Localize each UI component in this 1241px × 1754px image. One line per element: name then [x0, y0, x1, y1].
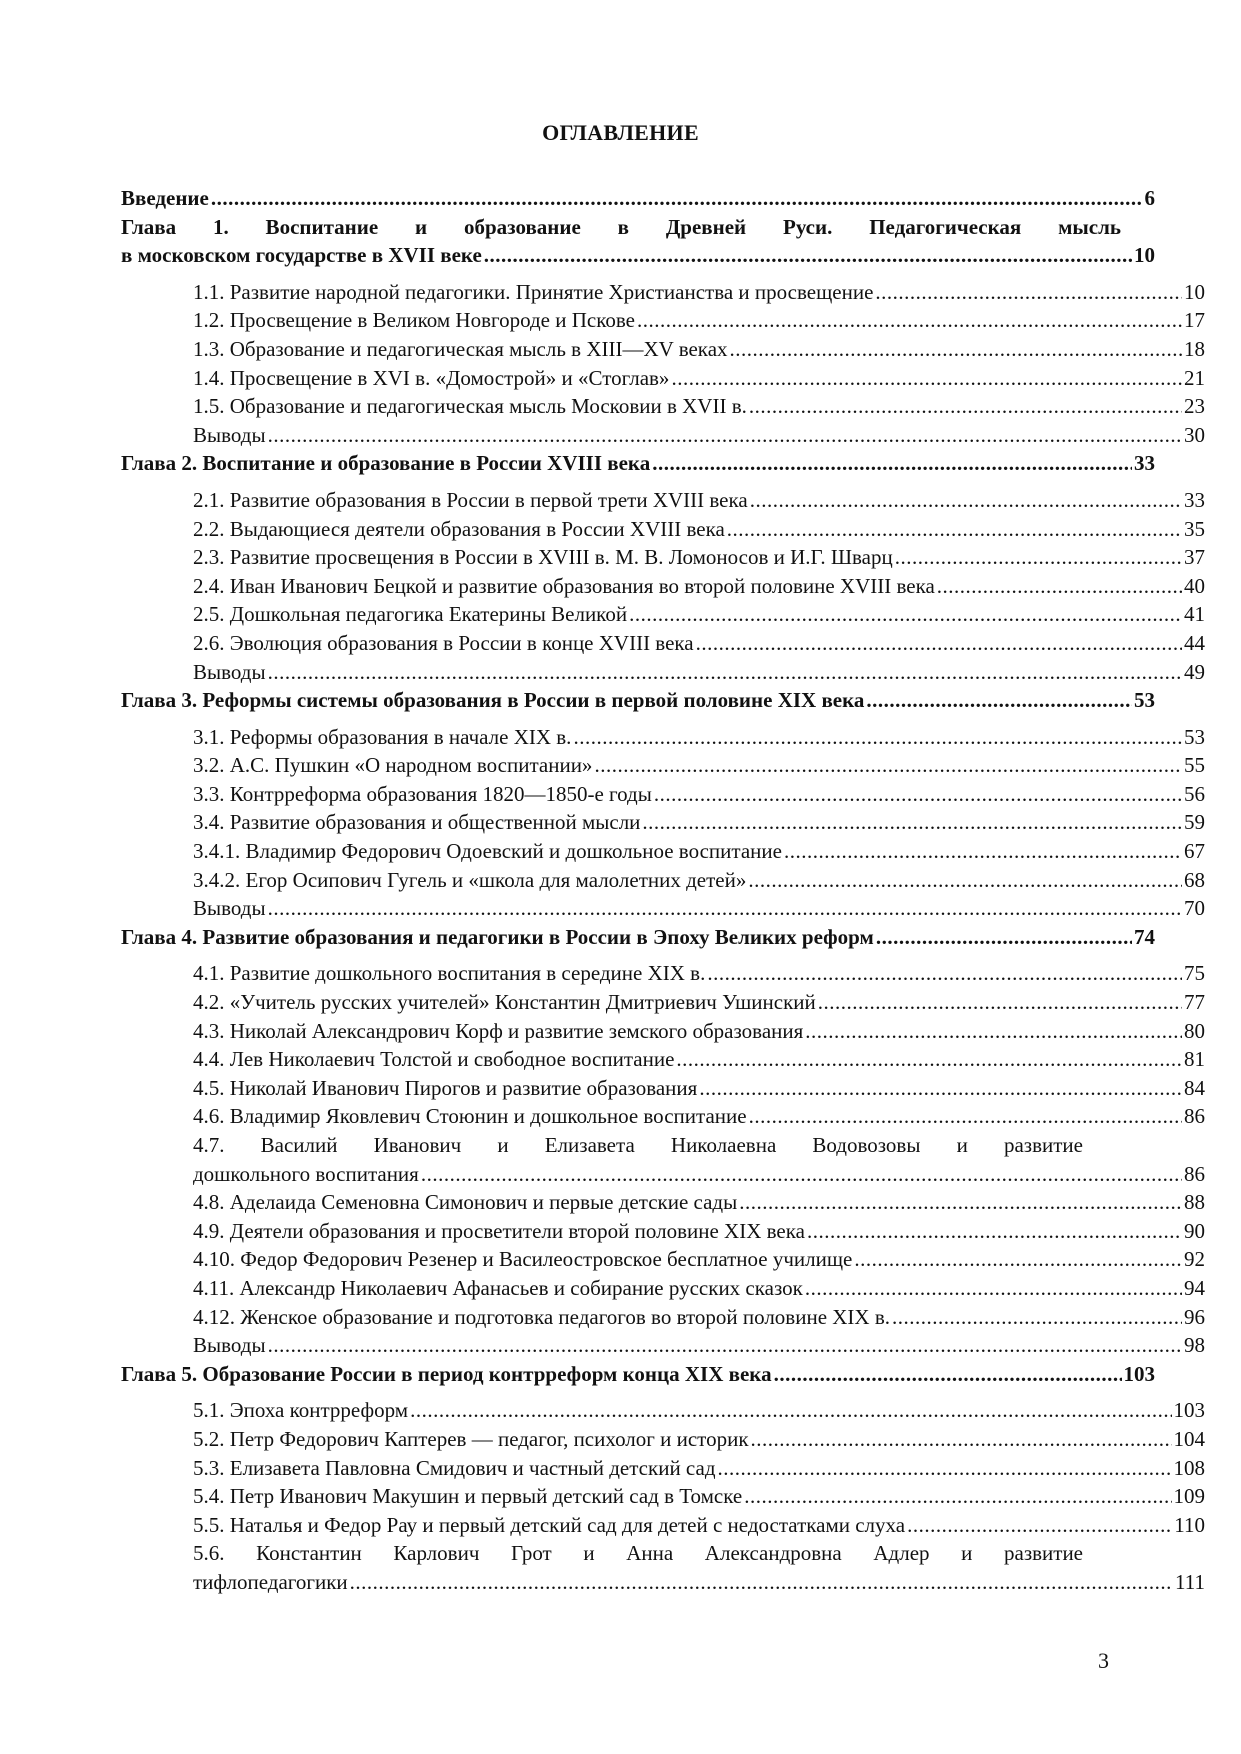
toc-section-label: 3.3. Контрреформа образования 1820—1850-е годы — [193, 781, 652, 806]
toc-section-label: 3.4. Развитие образования и общественной мысли — [193, 810, 641, 835]
toc-section-label: 4.10. Федор Федорович Резенер и Василеостровское бесплатное училище — [193, 1247, 853, 1272]
page-number: 3 — [1098, 1648, 1109, 1673]
dot-leader — [750, 486, 1182, 515]
toc-section-page: 96 — [1184, 1304, 1205, 1329]
toc-section-page: 80 — [1184, 1018, 1205, 1043]
toc-section-page: 90 — [1184, 1218, 1205, 1243]
toc-section-page: 30 — [1184, 422, 1205, 447]
toc-section-label: дошкольного воспитания — [193, 1161, 419, 1186]
toc-section-label: 4.4. Лев Николаевич Толстой и свободное воспитание — [193, 1047, 675, 1072]
toc-section-label: Выводы — [193, 896, 266, 921]
toc-section[interactable] — [193, 1074, 1205, 1103]
toc-section[interactable] — [193, 1017, 1205, 1046]
toc-section[interactable] — [193, 1160, 1205, 1189]
chapter-sections — [121, 1396, 1205, 1596]
toc-section[interactable] — [193, 572, 1205, 601]
toc-section[interactable] — [193, 894, 1205, 923]
dot-leader — [629, 600, 1182, 629]
toc-section-page: 86 — [1184, 1161, 1205, 1186]
toc-section[interactable] — [193, 1568, 1205, 1597]
toc-section[interactable] — [193, 1217, 1205, 1246]
chapter-heading[interactable] — [121, 241, 1155, 270]
toc-section-page: 98 — [1184, 1333, 1205, 1358]
dot-leader — [875, 278, 1182, 307]
chapter-heading[interactable] — [121, 686, 1155, 715]
toc-section[interactable] — [193, 1482, 1205, 1511]
chapter-heading-page: 33 — [1134, 451, 1155, 476]
toc-section-page: 49 — [1184, 659, 1205, 684]
toc-intro-label: Введение — [121, 186, 209, 210]
dot-leader — [749, 1102, 1182, 1131]
chapter-heading[interactable] — [121, 449, 1155, 478]
dot-leader — [671, 364, 1182, 393]
dot-leader — [211, 184, 1143, 213]
toc-section-label: 5.1. Эпоха контрреформ — [193, 1398, 409, 1423]
toc-section-label: 5.2. Петр Федорович Каптерев — педагог, психолог и историк — [193, 1426, 749, 1451]
dot-leader — [818, 988, 1182, 1017]
toc-section[interactable] — [193, 1303, 1205, 1332]
toc-section-label: 3.2. А.С. Пушкин «О народном воспитании» — [193, 753, 593, 778]
toc-section-label: 3.1. Реформы образования в начале XIX в. — [193, 724, 572, 749]
dot-leader — [727, 515, 1182, 544]
chapter-gap — [121, 715, 1155, 723]
toc-section-label: 1.5. Образование и педагогическая мысль Московии в XVII в. — [193, 394, 747, 419]
chapter-heading-label: Глава 3. Реформы системы образования в России в первой половине XIX века — [121, 688, 865, 713]
toc-section-label: Выводы — [193, 1333, 266, 1358]
toc-section-page: 70 — [1184, 896, 1205, 921]
dot-leader — [784, 837, 1182, 866]
dot-leader — [895, 543, 1182, 572]
chapter-gap — [121, 1388, 1155, 1396]
dot-leader — [410, 1396, 1171, 1425]
toc-section[interactable] — [193, 1425, 1205, 1454]
chapter-gap — [121, 270, 1155, 278]
toc-section[interactable] — [193, 335, 1205, 364]
toc-section-page: 103 — [1173, 1398, 1205, 1423]
dot-leader — [421, 1160, 1182, 1189]
dot-leader — [484, 241, 1132, 270]
toc-section[interactable] — [193, 1396, 1205, 1425]
dot-leader — [652, 449, 1132, 478]
toc-section-label: 2.6. Эволюция образования в России в конце XVIII века — [193, 630, 694, 655]
dot-leader — [807, 1217, 1182, 1246]
dot-leader — [748, 866, 1182, 895]
dot-leader — [866, 686, 1132, 715]
toc-section-label: Выводы — [193, 659, 266, 684]
dot-leader — [907, 1511, 1172, 1540]
toc-section-label: 4.3. Николай Александрович Корф и развитие земского образования — [193, 1018, 804, 1043]
chapter-heading[interactable] — [121, 1360, 1155, 1389]
page-title: ОГЛАВЛЕНИЕ — [542, 120, 699, 145]
toc-section[interactable] — [193, 959, 1205, 988]
toc-section-label: 5.4. Петр Иванович Макушин и первый детский сад в Томске — [193, 1484, 743, 1509]
toc-section-page: 67 — [1184, 839, 1205, 864]
toc-section-label: 1.1. Развитие народной педагогики. Принятие Христианства и просвещение — [193, 279, 874, 304]
dot-leader — [268, 658, 1182, 687]
chapter-heading-page: 103 — [1123, 1361, 1155, 1386]
toc-section[interactable] — [193, 1188, 1205, 1217]
toc-section[interactable] — [193, 1102, 1205, 1131]
toc-section-page: 108 — [1173, 1455, 1205, 1480]
toc-section-label: 1.3. Образование и педагогическая мысль в XIII—XV веках — [193, 336, 728, 361]
toc-section[interactable] — [193, 421, 1205, 450]
dot-leader — [876, 923, 1132, 952]
chapter-heading-label: в московском государстве в XVII веке — [121, 243, 482, 268]
chapter-sections — [121, 723, 1205, 923]
toc-section[interactable] — [193, 751, 1205, 780]
toc-section-label: 2.3. Развитие просвещения в России в XVIII в. М. В. Ломоносов и И.Г. Шварц — [193, 545, 893, 570]
toc-section-page: 68 — [1184, 867, 1205, 892]
toc-section[interactable] — [193, 723, 1205, 752]
toc-section-page: 104 — [1173, 1426, 1205, 1451]
dot-leader — [707, 959, 1182, 988]
toc-section-page: 88 — [1184, 1190, 1205, 1215]
section-title-line: 4.7. Василий Иванович и Елизавета Николаевна Водовозовы и развитие — [193, 1133, 1083, 1157]
toc-section[interactable] — [193, 1511, 1205, 1540]
toc-section-page: 81 — [1184, 1047, 1205, 1072]
dot-leader — [774, 1360, 1122, 1389]
dot-leader — [892, 1303, 1182, 1332]
toc-section-page: 40 — [1184, 573, 1205, 598]
toc-section-label: 2.5. Дошкольная педагогика Екатерины Великой — [193, 602, 628, 627]
toc-section[interactable] — [193, 837, 1205, 866]
toc-section-page: 18 — [1184, 336, 1205, 361]
dot-leader — [268, 421, 1182, 450]
chapter-heading-page: 53 — [1134, 688, 1155, 713]
toc-section-label: 4.8. Аделаида Семеновна Симонович и первые детские сады — [193, 1190, 738, 1215]
toc-section-label: 2.1. Развитие образования в России в первой трети XVIII века — [193, 487, 748, 512]
toc-section-label: 4.6. Владимир Яковлевич Стоюнин и дошкольное воспитание — [193, 1104, 747, 1129]
dot-leader — [749, 392, 1182, 421]
toc-section[interactable] — [193, 808, 1205, 837]
toc-section[interactable] — [193, 780, 1205, 809]
dot-leader — [937, 572, 1182, 601]
toc-section-page: 37 — [1184, 545, 1205, 570]
dot-leader — [805, 1274, 1182, 1303]
dot-leader — [594, 751, 1182, 780]
toc-section-label: 2.2. Выдающиеся деятели образования в России XVIII века — [193, 516, 725, 541]
toc-intro-page: 6 — [1144, 186, 1155, 210]
toc-section-page: 75 — [1184, 961, 1205, 986]
toc-section[interactable] — [193, 278, 1205, 307]
dot-leader — [676, 1045, 1182, 1074]
chapter-sections — [121, 959, 1205, 1359]
toc-section[interactable] — [193, 600, 1205, 629]
section-title-line: 5.6. Константин Карлович Грот и Анна Александровна Адлер и развитие — [193, 1541, 1083, 1566]
toc-section-page: 59 — [1184, 810, 1205, 835]
chapter-heading-label: Глава 4. Развитие образования и педагогики в России в Эпоху Великих реформ — [121, 924, 874, 949]
toc-section[interactable] — [193, 1245, 1205, 1274]
dot-leader — [268, 894, 1182, 923]
dot-leader — [805, 1017, 1182, 1046]
toc-section[interactable] — [193, 486, 1205, 515]
toc-intro[interactable] — [121, 184, 1155, 213]
chapter-heading-label: Глава 2. Воспитание и образование в России XVIII века — [121, 451, 651, 476]
toc-section-page: 33 — [1184, 487, 1205, 512]
toc-section-page: 53 — [1184, 724, 1205, 749]
chapter-title-line: Глава 1. Воспитание и образование в Древней Руси. Педагогическая мысль — [121, 214, 1121, 239]
toc-section-page: 77 — [1184, 990, 1205, 1015]
toc-section-label: 1.4. Просвещение в XVI в. «Домострой» и «Стоглав» — [193, 365, 670, 390]
chapter-heading-page: 10 — [1134, 243, 1155, 268]
dot-leader — [642, 808, 1182, 837]
toc-chapters — [121, 213, 1205, 1597]
toc-section-page: 17 — [1184, 308, 1205, 333]
toc-section[interactable] — [193, 364, 1205, 393]
toc-section-label: 4.11. Александр Николаевич Афанасьев и собирание русских сказок — [193, 1275, 803, 1300]
toc-section-page: 92 — [1184, 1247, 1205, 1272]
dot-leader — [730, 335, 1182, 364]
chapter-heading-label: Глава 5. Образование России в период контрреформ конца XIX века — [121, 1361, 772, 1386]
toc-section[interactable] — [193, 629, 1205, 658]
chapter-gap — [121, 478, 1155, 486]
dot-leader — [751, 1425, 1172, 1454]
toc-section-page: 44 — [1184, 630, 1205, 655]
dot-leader — [637, 306, 1182, 335]
toc-section[interactable] — [193, 392, 1205, 421]
toc-section-page: 21 — [1184, 365, 1205, 390]
toc-section-page: 86 — [1184, 1104, 1205, 1129]
toc-section-label: 4.1. Развитие дошкольного воспитания в середине XIX в. — [193, 961, 706, 986]
dot-leader — [573, 723, 1182, 752]
toc-section-page: 111 — [1175, 1569, 1205, 1594]
toc-section[interactable] — [193, 306, 1205, 335]
chapter-heading-page: 74 — [1134, 924, 1155, 949]
toc-section-label: 4.9. Деятели образования и просветители второй половине XIX века — [193, 1218, 805, 1243]
toc-section[interactable] — [193, 543, 1205, 572]
toc-section[interactable] — [193, 1045, 1205, 1074]
toc-section-label: 1.2. Просвещение в Великом Новгороде и Пскове — [193, 308, 635, 333]
dot-leader — [699, 1074, 1182, 1103]
toc-section[interactable] — [193, 1331, 1205, 1360]
toc-section-label: 5.5. Наталья и Федор Рау и первый детский сад для детей с недостатками слуха — [193, 1512, 906, 1537]
toc-section-label: 2.4. Иван Иванович Бецкой и развитие образования во второй половине XVIII века — [193, 573, 935, 598]
toc-section-label: 4.12. Женское образование и подготовка педагогов во второй половине XIX в. — [193, 1304, 890, 1329]
chapter-sections — [121, 486, 1205, 686]
toc-section-page: 55 — [1184, 753, 1205, 778]
toc-section-page: 23 — [1184, 394, 1205, 419]
toc-section-label: 4.5. Николай Иванович Пирогов и развитие образования — [193, 1075, 698, 1100]
toc-section-label: 3.4.2. Егор Осипович Гугель и «школа для малолетних детей» — [193, 867, 747, 892]
toc-section[interactable] — [193, 988, 1205, 1017]
dot-leader — [854, 1245, 1182, 1274]
toc-section-label: 5.3. Елизавета Павловна Смидович и частный детский сад — [193, 1455, 716, 1480]
dot-leader — [350, 1568, 1173, 1597]
dot-leader — [268, 1331, 1182, 1360]
dot-leader — [744, 1482, 1171, 1511]
toc-section-page: 56 — [1184, 781, 1205, 806]
chapter-sections — [121, 278, 1205, 450]
dot-leader — [654, 780, 1182, 809]
toc-section[interactable] — [193, 515, 1205, 544]
toc-section-label: Выводы — [193, 422, 266, 447]
toc-section-page: 94 — [1184, 1275, 1205, 1300]
dot-leader — [696, 629, 1182, 658]
toc-section[interactable] — [193, 658, 1205, 687]
toc-section[interactable] — [193, 1454, 1205, 1483]
toc-section[interactable] — [193, 1274, 1205, 1303]
toc-section-page: 109 — [1173, 1484, 1205, 1509]
toc-section-page: 35 — [1184, 516, 1205, 541]
dot-leader — [739, 1188, 1182, 1217]
table-of-contents — [121, 184, 1205, 1597]
toc-section-page: 110 — [1174, 1512, 1205, 1537]
toc-section-page: 41 — [1184, 602, 1205, 627]
toc-section-page: 84 — [1184, 1075, 1205, 1100]
toc-section-label: 3.4.1. Владимир Федорович Одоевский и дошкольное воспитание — [193, 839, 782, 864]
toc-section-page: 10 — [1184, 279, 1205, 304]
dot-leader — [718, 1454, 1172, 1483]
toc-section-label: тифлопедагогики — [193, 1569, 348, 1594]
toc-section-label: 4.2. «Учитель русских учителей» Константин Дмитриевич Ушинский — [193, 990, 816, 1015]
chapter-gap — [121, 951, 1155, 959]
chapter-heading[interactable] — [121, 923, 1155, 952]
toc-section[interactable] — [193, 866, 1205, 895]
